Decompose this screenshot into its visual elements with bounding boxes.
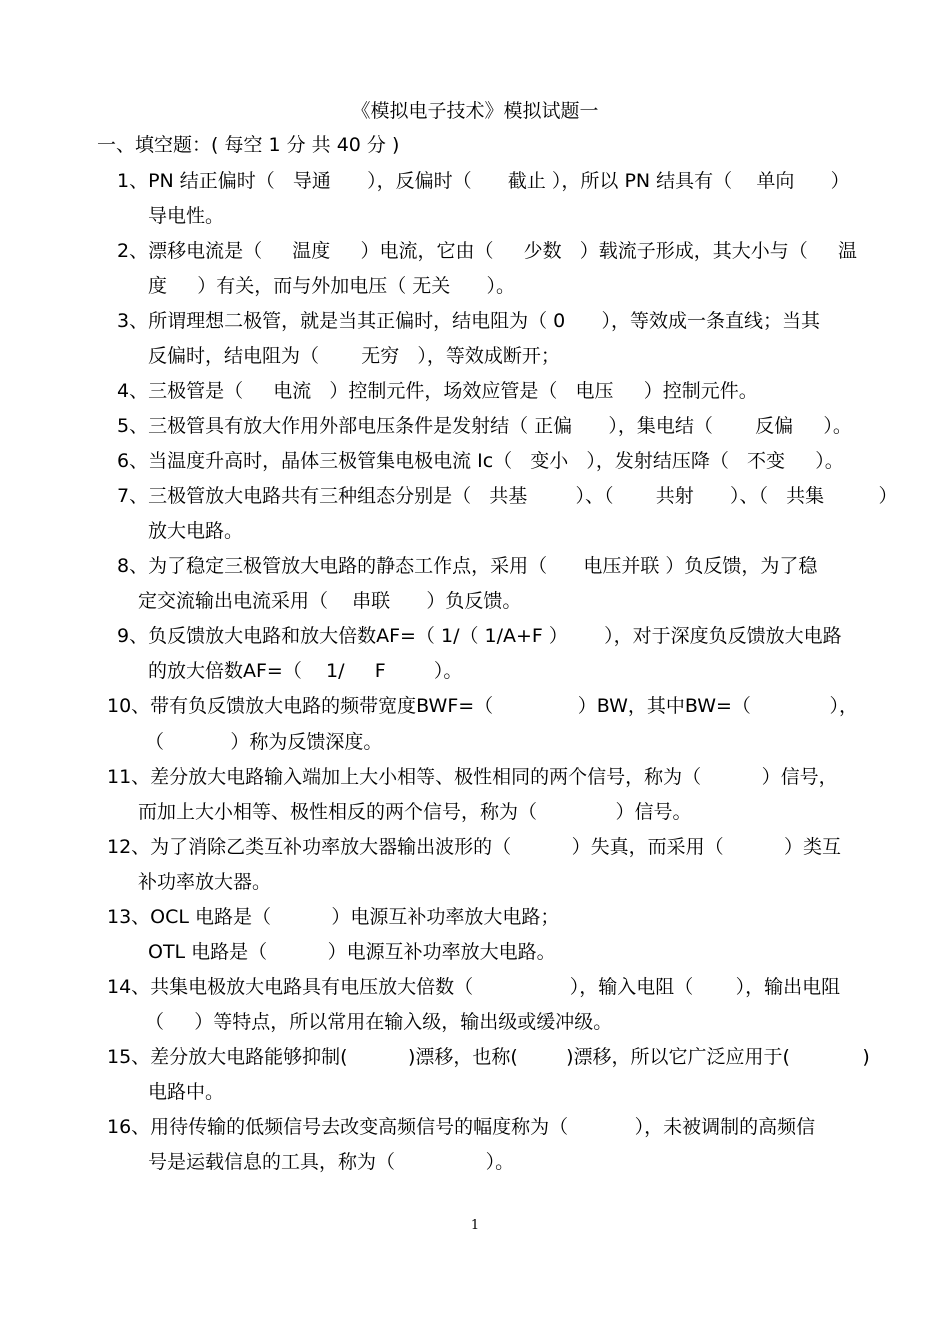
- question-9-line-2: 的放大倍数AF=（ 1/ F ）。: [148, 660, 463, 682]
- question-1-line-2: 导电性。: [148, 205, 225, 227]
- question-14-line-2: （ ）等特点，所以常用在输入级，输出级或缓冲级。: [145, 1011, 613, 1033]
- question-4-line-1: 4、三极管是（ 电流 ）控制元件，场效应管是（ 电压 ）控制元件。: [117, 380, 758, 402]
- question-6-line-1: 6、当温度升高时，晶体三极管集电极电流 Ic（ 变小 ），发射结压降（ 不变 ）。: [117, 450, 844, 472]
- question-10-line-2: （ ）称为反馈深度。: [145, 731, 383, 753]
- question-11-line-2: 而加上大小相等、极性相反的两个信号，称为（ ）信号。: [138, 801, 692, 823]
- question-7-line-2: 放大电路。: [148, 520, 244, 542]
- question-13-line-1: 13、OCL 电路是（ ）电源互补功率放大电路；: [107, 906, 560, 928]
- question-2-line-1: 2、漂移电流是（ 温度 ）电流，它由（ 少数 ）载流子形成，其大小与（ 温: [117, 240, 857, 262]
- question-1-line-1: 1、PN 结正偏时（ 导通 ），反偏时（ 截止 ），所以 PN 结具有（ 单向 ）: [117, 170, 850, 192]
- question-3-line-1: 3、所谓理想二极管，就是当其正偏时，结电阻为（ 0 ），等效成一条直线；当其: [117, 310, 820, 332]
- question-15-line-2: 电路中。: [148, 1081, 225, 1103]
- question-13-line-2: OTL 电路是（ ）电源互补功率放大电路。: [148, 941, 556, 963]
- question-8-line-2: 定交流输出电流采用（ 串联 ）负反馈。: [138, 590, 522, 612]
- question-12-line-1: 12、为了消除乙类互补功率放大器输出波形的（ ）失真，而采用（ ）类互: [107, 836, 841, 858]
- question-5-line-1: 5、三极管具有放大作用外部电压条件是发射结（ 正偏 ），集电结（ 反偏 ）。: [117, 415, 852, 437]
- question-9-line-1: 9、负反馈放大电路和放大倍数AF=（ 1/（ 1/A+F ） ），对于深度负反馈放大电路: [117, 625, 842, 647]
- question-3-line-2: 反偏时，结电阻为（ 无穷 ），等效成断开；: [148, 345, 560, 367]
- document-title: 《模拟电子技术》模拟试题一: [351, 100, 599, 122]
- question-10-line-1: 10、带有负反馈放大电路的频带宽度BWF=（ ）BW，其中BW=（ ），: [107, 695, 858, 717]
- question-8-line-1: 8、为了稳定三极管放大电路的静态工作点，采用（ 电压并联 ）负反馈，为了稳: [117, 555, 818, 577]
- question-16-line-2: 号是运载信息的工具，称为（ ）。: [148, 1151, 515, 1173]
- question-11-line-1: 11、差分放大电路输入端加上大小相等、极性相同的两个信号，称为（ ）信号，: [107, 766, 838, 788]
- page-number: 1: [470, 1218, 480, 1233]
- question-15-line-1: 15、差分放大电路能够抑制( )漂移，也称( )漂移，所以它广泛应用于( ): [107, 1046, 870, 1068]
- section-heading: 一、填空题：( 每空 1 分 共 40 分 ): [97, 134, 400, 156]
- question-2-line-2: 度 ）有关，而与外加电压（ 无关 ）。: [148, 275, 515, 297]
- question-12-line-2: 补功率放大器。: [138, 871, 272, 893]
- question-7-line-1: 7、三极管放大电路共有三种组态分别是（ 共基 ）、（ 共射 ）、（ 共集 ）: [117, 485, 898, 507]
- question-14-line-1: 14、共集电极放大电路具有电压放大倍数（ ），输入电阻（ ），输出电阻: [107, 976, 841, 998]
- question-16-line-1: 16、用待传输的低频信号去改变高频信号的幅度称为（ ），未被调制的高频信: [107, 1116, 816, 1138]
